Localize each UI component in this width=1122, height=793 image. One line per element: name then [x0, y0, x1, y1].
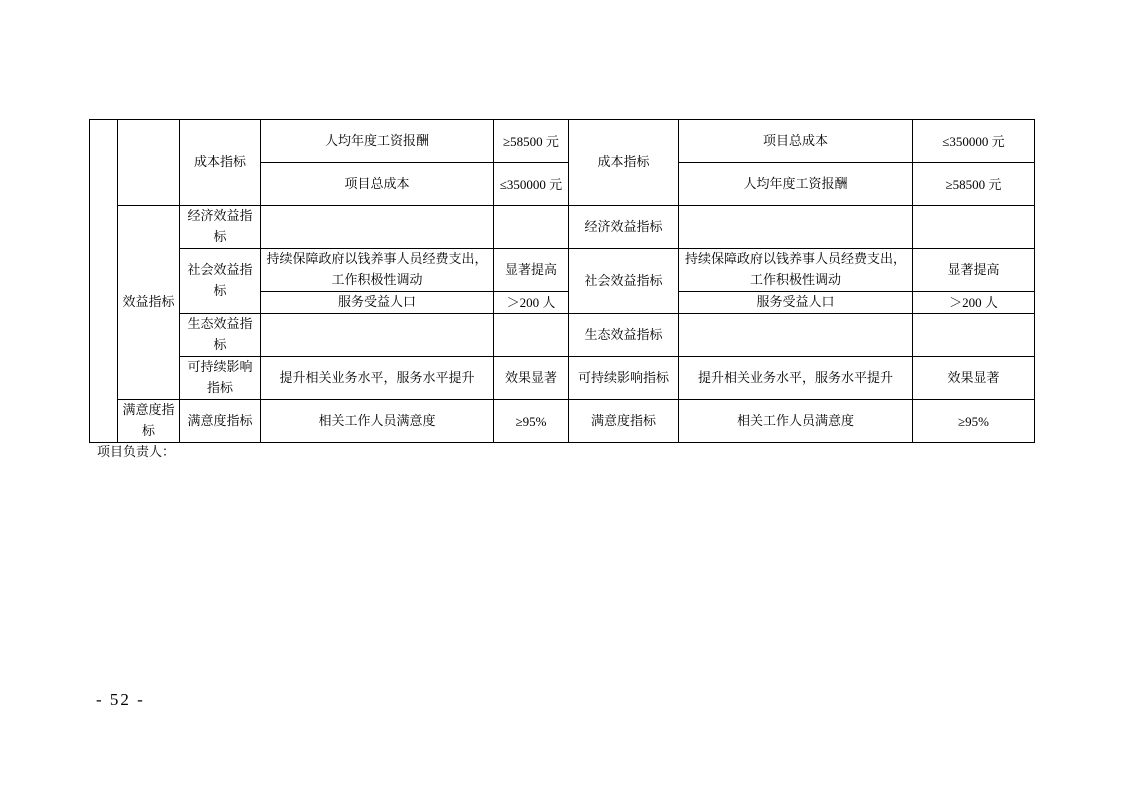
sustainable-item-left: 提升相关业务水平，服务水平提升: [261, 357, 494, 400]
satisfaction-value-right: ≥95%: [913, 400, 1035, 443]
social-value-1-right: 显著提高: [913, 249, 1035, 292]
left-cost-value-1: ≥58500 元: [494, 120, 569, 163]
right-cost-indicator: 成本指标: [569, 120, 679, 206]
table-row: [90, 400, 1035, 443]
project-lead-label: 项目负责人：: [97, 445, 176, 460]
social-value-2-right: ＞200 人: [913, 292, 1035, 314]
page-number: - 52 -: [96, 690, 145, 709]
social-item-2-left: 服务受益人口: [261, 292, 494, 314]
satisfaction-item-right: 相关工作人员满意度: [679, 400, 913, 443]
ecological-indicator-left: 生态效益指标: [180, 314, 261, 357]
satisfaction-category: 满意度指标: [118, 400, 180, 443]
right-cost-value-2: ≥58500 元: [913, 163, 1035, 206]
left-cost-value-2: ≤350000 元: [494, 163, 569, 206]
left-cost-item-1: 人均年度工资报酬: [261, 120, 494, 163]
sustainable-item-right: 提升相关业务水平，服务水平提升: [679, 357, 913, 400]
blank-cell: [261, 314, 494, 357]
social-indicator-right: 社会效益指标: [569, 249, 679, 314]
table-row: [90, 249, 1035, 292]
table-row: [90, 206, 1035, 249]
satisfaction-item-left: 相关工作人员满意度: [261, 400, 494, 443]
ecological-indicator-right: 生态效益指标: [569, 314, 679, 357]
left-cost-item-2: 项目总成本: [261, 163, 494, 206]
blank-cell: [913, 314, 1035, 357]
sustainable-value-right: 效果显著: [913, 357, 1035, 400]
blank-cell: [913, 206, 1035, 249]
right-cost-item-1: 项目总成本: [679, 120, 913, 163]
social-value-2-left: ＞200 人: [494, 292, 569, 314]
satisfaction-indicator-right: 满意度指标: [569, 400, 679, 443]
economic-indicator-right: 经济效益指标: [569, 206, 679, 249]
blank-cell: [118, 120, 180, 206]
benefit-category: 效益指标: [118, 206, 180, 400]
social-indicator-left: 社会效益指标: [180, 249, 261, 314]
blank-cell: [261, 206, 494, 249]
blank-cell: [494, 206, 569, 249]
sustainable-value-left: 效果显著: [494, 357, 569, 400]
social-item-2-right: 服务受益人口: [679, 292, 913, 314]
table-row: [90, 357, 1035, 400]
economic-indicator-left: 经济效益指标: [180, 206, 261, 249]
blank-cell: [679, 314, 913, 357]
performance-indicator-table: [89, 119, 1035, 443]
satisfaction-value-left: ≥95%: [494, 400, 569, 443]
sustainable-indicator-left: 可持续影响指标: [180, 357, 261, 400]
sustainable-indicator-right: 可持续影响指标: [569, 357, 679, 400]
social-value-1-left: 显著提高: [494, 249, 569, 292]
satisfaction-indicator-left: 满意度指标: [180, 400, 261, 443]
social-item-1-left: 持续保障政府以钱养事人员经费支出，工作积极性调动: [261, 249, 494, 292]
right-cost-item-2: 人均年度工资报酬: [679, 163, 913, 206]
table-row: [90, 314, 1035, 357]
social-item-1-right: 持续保障政府以钱养事人员经费支出，工作积极性调动: [679, 249, 913, 292]
blank-cell: [494, 314, 569, 357]
table-row: [90, 120, 1035, 163]
blank-cell: [679, 206, 913, 249]
right-cost-value-1: ≤350000 元: [913, 120, 1035, 163]
blank-cell: [90, 120, 118, 443]
left-cost-indicator: 成本指标: [180, 120, 261, 206]
